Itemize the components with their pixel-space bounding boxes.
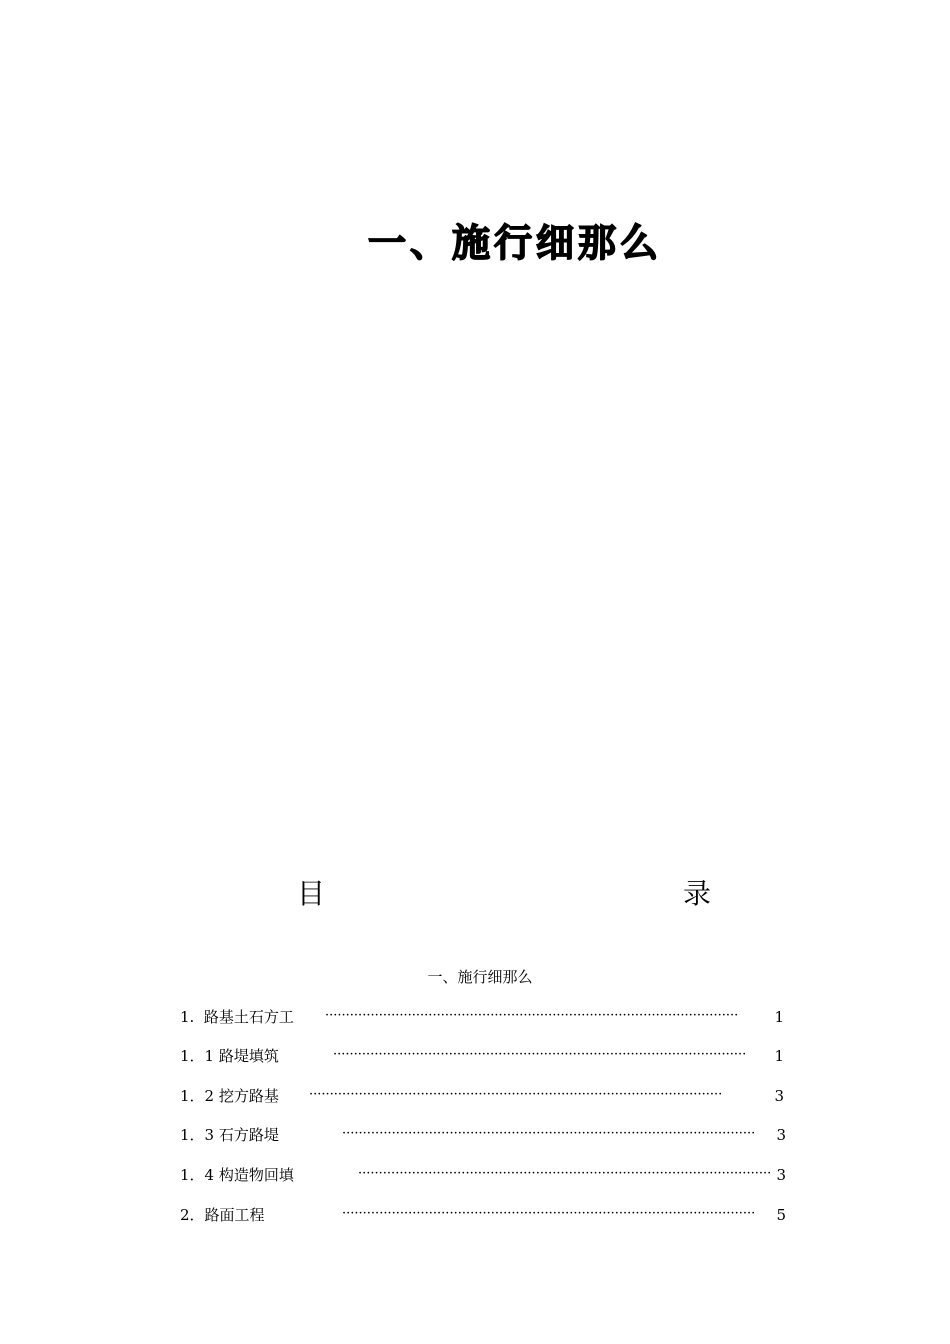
toc-entry[interactable] xyxy=(180,1044,786,1068)
toc-leader-dots: ···································································································· xyxy=(358,1166,772,1181)
toc-leader-dots: ···································································································· xyxy=(333,1047,747,1062)
toc-entry-label: 1．4 构造物回填 xyxy=(180,1166,294,1184)
toc-entry[interactable] xyxy=(180,1163,786,1187)
toc-entry-label: 1．2 挖方路基 xyxy=(180,1087,279,1105)
toc-entry-label: 1．3 石方路堤 xyxy=(180,1126,279,1144)
toc-entry-page: 3 xyxy=(776,1166,786,1184)
toc-entry-page: 1 xyxy=(774,1047,784,1065)
page-title: 一、施行细那么 xyxy=(367,221,662,265)
toc-leader-dots: ···································································································· xyxy=(342,1126,756,1141)
toc-entry[interactable] xyxy=(180,1084,786,1108)
toc-heading-right: 录 xyxy=(683,877,712,910)
toc-entry-label: 1．1 路堤填筑 xyxy=(180,1047,279,1065)
toc-entry-page: 1 xyxy=(774,1008,784,1026)
toc-heading-left: 目 xyxy=(297,877,326,910)
toc-entry[interactable] xyxy=(180,1005,786,1029)
toc-entry-page: 5 xyxy=(776,1206,786,1224)
toc-leader-dots: ···································································································· xyxy=(325,1008,739,1023)
toc-entry[interactable] xyxy=(180,1203,786,1227)
toc-entry[interactable] xyxy=(180,1123,786,1147)
toc-entry-label: 1. 路基土石方工 xyxy=(180,1008,294,1026)
toc-subtitle: 一、施行细那么 xyxy=(427,968,533,986)
toc-leader-dots: ···································································································· xyxy=(342,1206,756,1221)
toc-entry-page: 3 xyxy=(774,1087,784,1105)
toc-leader-dots: ···································································································· xyxy=(309,1087,723,1102)
toc-entry-label: 2．路面工程 xyxy=(180,1206,265,1224)
toc-entry-page: 3 xyxy=(776,1126,786,1144)
